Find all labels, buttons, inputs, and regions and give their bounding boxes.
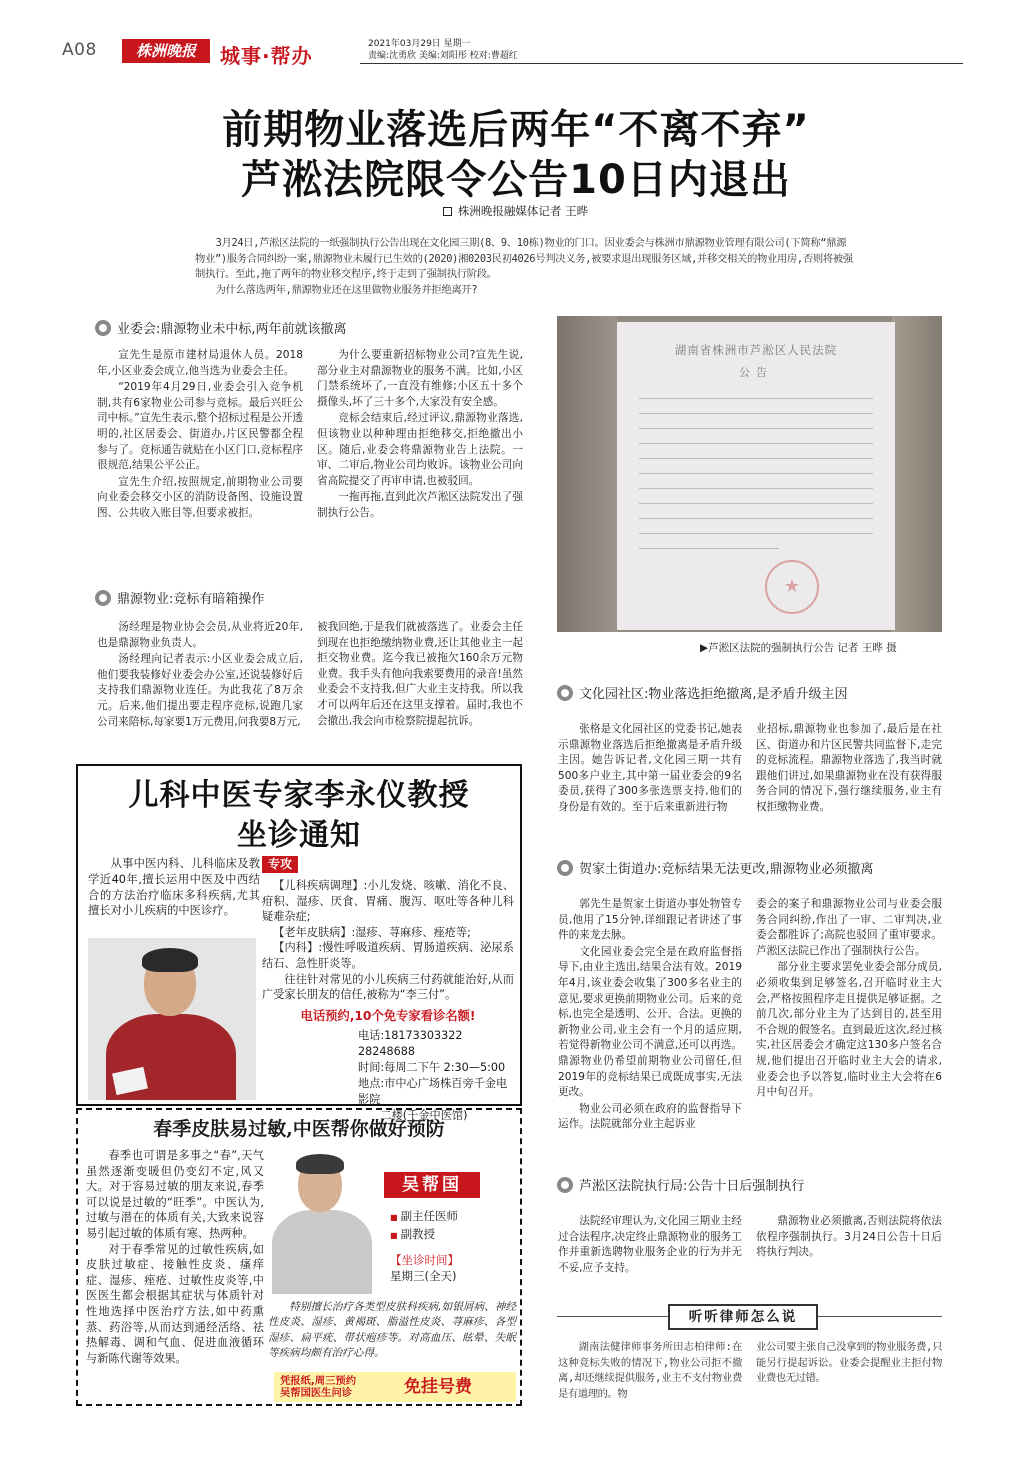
ad1-address: 地点:市中心广场株百旁千金电影院 xyxy=(358,1077,508,1106)
lead-paragraph xyxy=(195,236,855,298)
page-number: A08 xyxy=(62,40,97,60)
bullet-circle-icon xyxy=(95,320,111,336)
byline-text: 株洲晚报融媒体记者 王晔 xyxy=(457,204,589,218)
paragraph: 宣先生介绍,按照规定,前期物业公司要向业委会移交小区的消防设备图、设施设置图、公共收入账目等,但要求被拒。 xyxy=(97,475,303,519)
paragraph: 从事中医内科、儿科临床及教学近40年,擅长运用中医及中西结合的方法治疗临床多科疾病,尤其擅长对小儿疾病的中医诊疗。 xyxy=(88,857,260,918)
paragraph: 业公司要主张自己没拿到的物业服务费,只能另行提起诉讼。业委会提醒业主拒付物业费也无过错。 xyxy=(756,1341,942,1385)
ad2-text xyxy=(86,1148,264,1366)
bullet-circle-icon xyxy=(557,860,573,876)
ad1-intro xyxy=(88,856,260,919)
paragraph: 鼎源物业必须撤离,否则法院将依法依程序强制执行。3月24日公告十日后将执行判决。 xyxy=(756,1215,942,1259)
s2-column-1 xyxy=(97,620,303,731)
court-seal-icon xyxy=(765,560,819,614)
specialty-item: 【内科】:慢性呼吸道疾病、胃肠道疾病、泌尿系结石、急性肝炎等。 xyxy=(262,941,514,970)
paragraph: 法院经审理认为,文化园三期业主经过合法程序,决定终止鼎源物业的服务工作并重新选聘物业服务企业的行为并无不妥,应予支持。 xyxy=(558,1215,742,1274)
subhead-text: 业委会:鼎源物业未中标,两年前就该撤离 xyxy=(117,322,347,337)
paragraph: 被我回绝,于是我们就被落选了。业委会主任到现在也拒绝缴纳物业费,还让其他业主一起拒交物业费。迄今我已被拖欠160余万元物业费。我手头有他向我索要费用的录音!虽然业委会不支持我,但广大业主支持我。所以我才可以两年后还在这里支撑着。届时,我也不会撤出,我会向市检察院提起抗诉。 xyxy=(317,621,523,727)
paragraph: 汤经理向记者表示:小区业委会成立后,他们要我装修好业委会办公室,还说装修好后支持我们鼎源物业连任。为此我花了8万余元。后来,他们提出要走程序竞标,说跑几家公司来陪标,每家要1万元费用,问我要8万元, xyxy=(97,653,303,728)
paragraph: 湖南法健律师事务所田志柏律师:在这种竞标失败的情况下,物业公司拒不撤离,却还继续提供服务,业主不支付物业费是有道理的。物 xyxy=(558,1341,742,1400)
lead-p2: 为什么落选两年,鼎源物业还在这里做物业服务并拒绝离开? xyxy=(215,283,478,296)
paragraph: 汤经理是物业协会会员,从业将近20年,也是鼎源物业负责人。 xyxy=(97,621,303,649)
s2-column-2 xyxy=(317,620,523,730)
section-name-2: 帮办 xyxy=(270,44,313,68)
doctor-titles: ■ 副主任医师 ■ 副教授 xyxy=(390,1209,459,1241)
section-dot: · xyxy=(262,44,271,68)
headline-line-2: 芦淞法院限令公告10日内退出 xyxy=(241,157,791,203)
notice-court-name: 湖南省株洲市芦淞区人民法院 xyxy=(674,343,838,357)
ad1-title-line-2: 坐诊通知 xyxy=(237,818,361,853)
editor-credits: 责编:沈勇欣 美编:刘阳彤 校对:曹超红 xyxy=(368,51,518,61)
paragraph: 春季也可谓是多事之“春”,天气虽然逐渐变暖但仍变幻不定,风又大。对于容易过敏的朋友来说,春季可以说是过敏的“旺季”。中医认为,过敏与潜在的体质有关,大致来说容易引起过敏的体质有寒、热两种。 xyxy=(86,1149,264,1240)
photo-wall-right xyxy=(892,316,942,632)
lawyer-column-2 xyxy=(756,1340,942,1387)
square-bullet-icon: ■ xyxy=(390,1231,398,1240)
ad2-offer-banner xyxy=(274,1372,516,1402)
subhead-text: 芦淞区法院执行局:公告十日后强制执行 xyxy=(579,1179,805,1194)
lawyer-tag: 听听律师怎么说 xyxy=(668,1304,818,1330)
photo-wall-left xyxy=(557,316,617,632)
s3-column-2 xyxy=(756,722,942,817)
s1-column-1 xyxy=(97,348,303,523)
ad1-phone: 电话:18173303322 28248688 xyxy=(358,1029,463,1058)
lead-p1: 3月24日,芦淞区法院的一纸强制执行公告出现在文化园三期(8、9、10栋)物业的门口。因业委会与株洲市鼎源物业管理有限公司(下简称“鼎源物业”)服务合同纠纷一案,鼎源物业未履行已生效的(2020)湘0203民初4026号判决义务,被要求退出现服务区域,并移交相关的物业用房,否则将被强制执行。至此,拖了两年的物业移交程序,终于走到了强制执行阶段。 xyxy=(195,237,853,281)
s5-column-2 xyxy=(756,1214,942,1262)
court-notice-photo xyxy=(557,316,942,632)
subhead-owners-committee xyxy=(95,318,347,337)
section-title xyxy=(220,40,313,69)
bullet-circle-icon xyxy=(557,685,573,701)
paragraph: “2019年4月29日,业委会引入竞争机制,共有6家物业公司参与竞标。最后兴旺公司中标。”宣先生表示,整个招标过程是公开透明的,社区居委会、街道办,片区民警都全程参与了。竞标通告就贴在小区门口,竞标程序很规范,结果公平公正。 xyxy=(97,381,303,472)
s4-column-2 xyxy=(756,897,942,1102)
s4-column-1 xyxy=(558,897,742,1134)
specialty-item: 【老年皮肤病】:湿疹、荨麻疹、痤疮等; xyxy=(273,925,471,939)
ad1-call-to-action: 电话预约,10个免专家看诊名额! xyxy=(300,1009,476,1023)
ad2-specialty xyxy=(268,1300,516,1362)
paragraph: 部分业主要求罢免业委会部分成员,必须收集到足够签名,召开临时业主大会,严格按照程序走且提供足够证据。之前几次,部分业主为了达到目的,甚至用不合规的假签名。直到最近这次,经过核实,社区居委会才确定这130多户签名合规,他们提出召开临时业主大会的请求,业委会也予以答复,临时业主大会将在6月中旬召开。 xyxy=(756,961,942,1099)
ad2-title: 春季皮肤易过敏,中医帮你做好预防 xyxy=(153,1118,445,1140)
section-name: 城事 xyxy=(220,44,262,68)
ad1-hours: 时间:每周二下午 2:30—5:00 xyxy=(358,1061,506,1074)
paragraph: 一拖再拖,直到此次芦淞区法院发出了强制执行公告。 xyxy=(317,491,523,519)
visit-label: 【坐诊时间】 xyxy=(390,1253,459,1267)
lawyer-column-1 xyxy=(558,1340,742,1402)
subhead-text: 鼎源物业:竞标有暗箱操作 xyxy=(117,592,265,607)
specialty-tag: 专攻 xyxy=(262,856,298,873)
s5-column-1 xyxy=(558,1214,742,1277)
notice-paper xyxy=(617,322,895,630)
paragraph: 业招标,鼎源物业也参加了,最后是在社区、街道办和片区民警共同监督下,走完的竞标流程。鼎源物业落选了,我当时就跟他们讲过,如果鼎源物业在没有获得服务合同的情况下,强行继续服务,业主有权拒缴物业费。 xyxy=(756,723,942,813)
paragraph: 张格是文化园社区的党委书记,她表示鼎源物业落选后拒绝撤离是矛盾升级主因。她告诉记者,文化园三期一共有500多户业主,其中第一届业委会的9名委员,获得了300多张选票支持,他们的身份是有效的。至于后来重新进行物 xyxy=(558,723,742,813)
ad1-address-2: 二楼(千金中医馆) xyxy=(380,1109,468,1122)
bullet-circle-icon xyxy=(557,1177,573,1193)
ad-spring-skin-allergy xyxy=(76,1108,522,1406)
doctor-portrait-2 xyxy=(268,1154,376,1294)
subhead-text: 贺家土街道办:竞标结果无法更改,鼎源物业必须撤离 xyxy=(579,862,874,877)
subhead-text: 文化园社区:物业落选拒绝撤离,是矛盾升级主因 xyxy=(579,687,848,702)
ad1-specialties xyxy=(262,872,514,1003)
doctor-portrait xyxy=(88,938,256,1100)
paragraph: 委会的案子和鼎源物业公司与业委会服务合同纠纷,作出了一审、二审判决,业委会都胜诉了;高院也驳回了重审要求。芦淞区法院已作出了强制执行公告。 xyxy=(756,898,942,957)
specialty-item: 【儿科疾病调理】:小儿发烧、咳嗽、消化不良、疳积、湿疹、厌食、胃痛、腹泻、呕吐等各种儿科疑难杂症; xyxy=(262,879,514,924)
bullet-circle-icon xyxy=(95,590,111,606)
photo-caption: ▶芦淞区法院的强制执行公告 记者 王晔 摄 xyxy=(700,642,897,654)
byline-box-icon xyxy=(443,207,452,216)
specialty-item: 往往针对常见的小儿疾病三付药就能治好,从而广受家长朋友的信任,被称为“李三付”。 xyxy=(262,972,514,1002)
issue-date: 2021年03月29日 星期一 xyxy=(368,39,471,49)
paragraph: 物业公司必须在政府的监督指导下运作。法院就部分业主起诉业 xyxy=(558,1102,742,1131)
s3-column-1 xyxy=(558,722,742,817)
notice-text-lines xyxy=(639,398,873,563)
paragraph: 竞标会结束后,经过评议,鼎源物业落选,但该物业以种种理由拒绝移交,拒绝撤出小区。随后,业委会将鼎源物业告上法院。一审、二审后,物业公司均败诉。该物业公司向省高院提交了再审申请,也被驳回。 xyxy=(317,412,523,487)
ad-pediatric-expert xyxy=(76,764,522,1122)
square-bullet-icon: ■ xyxy=(390,1213,398,1222)
header-rule xyxy=(360,63,963,64)
ad2-offer-text: 凭报纸,周三预约 吴帮国医生问诊 xyxy=(280,1375,356,1399)
paragraph: 特别擅长治疗各类型皮肤科疾病,如银屑病、神经性皮炎、湿疹、黄褐斑、脂溢性皮炎、荨麻疹、各型湿疹、扁平疣、带状疱疹等。对高血压、眩晕、失眠等疾病均颇有治疗心得。 xyxy=(268,1301,516,1360)
s1-column-2 xyxy=(317,348,523,523)
subhead-street-office xyxy=(557,858,874,877)
paragraph: 郭先生是贺家土街道办事处物管专员,他用了15分钟,详细跟记者讲述了事件的来龙去脉。 xyxy=(558,898,742,942)
subhead-dingyuan xyxy=(95,588,264,607)
paragraph: 文化园业委会完全是在政府监督指导下,由业主选出,结果合法有效。2019年4月,该业委会收集了300多名业主的意见,要求更换前期物业公司。后来的竞标,也完全是透明、公开、合法。更换的新物业公司,业主会有一个月的适应期,若觉得新物业公司不满意,还可以再选。鼎源物业仍希望前期物业公司留任,但2019年的竞标结果已成既成事实,无法更改。 xyxy=(558,945,742,1099)
headline-line-1: 前期物业落选后两年“不离不弃” xyxy=(222,107,810,153)
ad1-title-line-1: 儿科中医专家李永仪教授 xyxy=(128,778,470,813)
subhead-community xyxy=(557,683,848,702)
doctor-name: 吴帮国 xyxy=(384,1172,480,1198)
byline xyxy=(0,203,1031,219)
paragraph: 为什么要重新招标物业公司?宣先生说,部分业主对鼎源物业的服务不满。比如,小区门禁系统坏了,一直没有维修;小区五十多个摄像头,坏了三十多个,大家没有安全感。 xyxy=(317,349,523,408)
visit-schedule xyxy=(390,1252,459,1284)
subhead-execution-bureau xyxy=(557,1175,804,1194)
paragraph: 宣先生是原市建材局退休人员。2018年,小区业委会成立,他当选为业委会主任。 xyxy=(97,349,303,377)
paragraph: 对于春季常见的过敏性疾病,如皮肤过敏症、接触性皮炎、瘙痒症、湿疹、痤疮、过敏性皮炎等,中医医生都会根据其症状与体质针对性地选择中医治疗方法,如中药熏蒸、药浴等,从而达到通经活络、祛热解毒、调和气血、促进血液循环与新陈代谢等效果。 xyxy=(86,1242,264,1365)
ad2-offer-highlight: 免挂号费 xyxy=(404,1377,472,1397)
visit-time: 星期三(全天) xyxy=(390,1269,457,1283)
notice-title: 公告 xyxy=(739,366,773,379)
dateline xyxy=(368,38,518,62)
masthead-logo: 株洲晚报 xyxy=(122,39,210,63)
